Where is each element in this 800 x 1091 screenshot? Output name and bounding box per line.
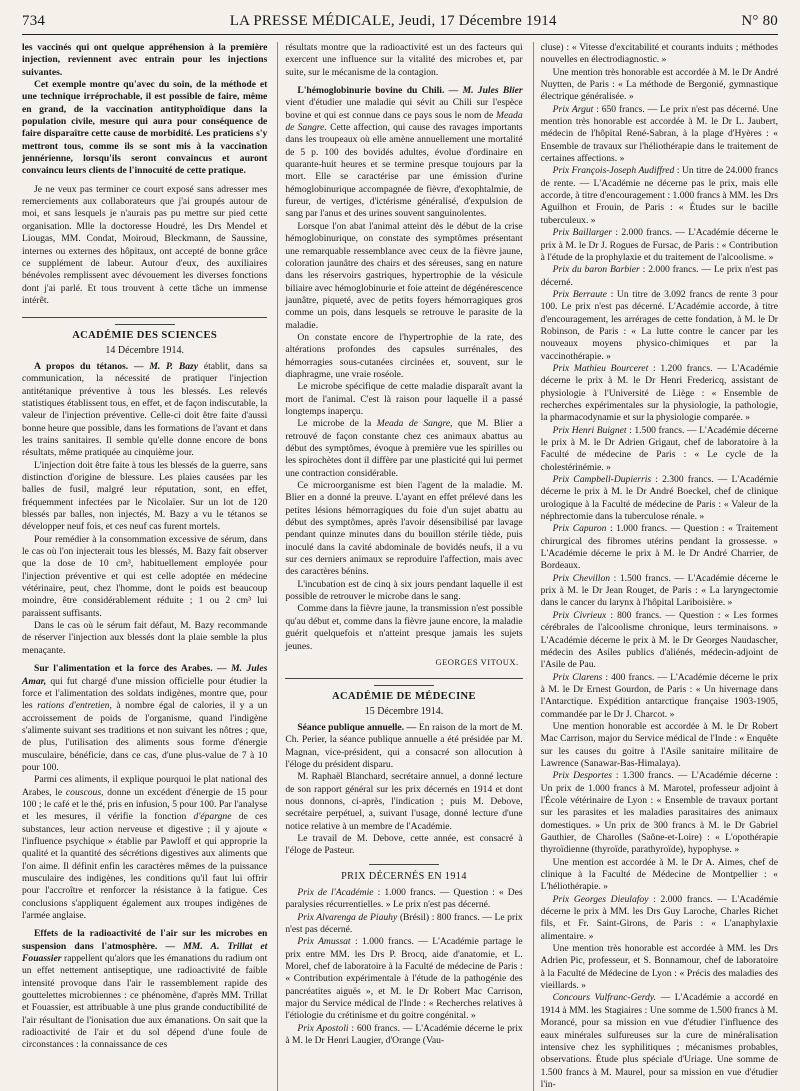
section-heading-academie-medecine: ACADÉMIE DE MÉDECINE [285,678,522,703]
prize-text: : 1.500 francs. — L'Académie décerne le prix à M. le Dr Adrien Grigaut, chef de laboratoire à la Faculté de médecine de Paris : « Le cycle de la cholestérinémie. » [540,424,778,473]
prize-text: : 2.000 francs. — L'Académie décerne le prix à M. le Dr J. Rogues de Fursac, de Paris : « Contribution à l'étude de la prophylaxie et du traitement de l'alcoolisme. » [540,227,778,263]
prize-entry [541,523,778,572]
subheading-prix: PRIX DÉCERNÉS EN 1914 [341,870,467,882]
prize-entry [541,227,778,264]
prize-entry [285,936,522,1022]
prize-text: : 1.000 francs. — Question : « Traitement chirurgical des fibromes utérins pendant la grossesse. » L'Académie décerne le prix à M. le Dr André Charrier, de Bordeaux. [540,523,778,572]
prize-entry [285,912,522,937]
prize-text: : 1.500 francs. — L'Académie décerne le prix à M. le Dr Jean Rouget, de Paris : « La laryngectomie dans le cancer du larynx à l'hôpital Lariboisière. » [540,572,778,609]
column-right [533,42,778,1091]
article-text: Le microbe de la [297,418,372,430]
article-tetanos [22,361,267,460]
paragraph: Pour remédier à la consommation excessive de sérum, dans le cas où l'on injecterait tous les blessés, M. Bazy fait observer que la dose de 10 cm³, habituellement employée pour l'injection préventive et qui est celle adoptée en médecine vétérinaire, peut, chez l'homme, dont le poids est beaucoup moindre, être considérablement réduite ; 1 ou 2 cm³ lui paraissent suffisants. [22,533,268,619]
article-text: que M. Blier a retrouvé de façon constante chez ces animaux abattus au début des symptômes, évoque à première vue les spirilles ou les spirochètes dont il diffère par une plasticité qui lui permet une contraction considérable. [285,418,523,479]
article-text: à nombre égal de calories, il y a un accroissement de poids de l'organisme, quand l'indigène s'alimente suivant ses traditions et non suivant les nôtres ; que, de plus, l'utilisation des aliments sous forme d'énergie musculaire, bénéficie, dans ce cas, d'une plus-value de 7 à 10 pour 100. [22,700,268,773]
prize-entry [541,264,778,289]
prize-text: : 2.300 francs. — L'Académie décerne le prix à M. le Dr André Boeckel, chef de clinique urologique à la Faculté de médecine de Paris : « Valeur de la néphrectomie dans la tuberculose rénale. » [540,474,778,523]
article-author: MM. A. Trillat et Fouassier [22,940,268,965]
paragraph [285,418,522,480]
article-radioactivite [22,928,267,1051]
prize-entry [541,104,778,166]
prize-name: Prix Georges Dieulafoy [552,893,649,905]
prize-name: Prix Civrieux [552,609,607,621]
prize-entry [541,474,778,523]
prize-name: Prix du baron Barbier [552,264,640,276]
italic-term: d'épargne [193,811,232,823]
section-date: 14 Décembre 1914. [105,344,184,356]
article-author: M. Jules Blier [462,85,523,97]
paragraph: Je ne veux pas terminer ce court exposé sans adresser mes remerciements aux collaborateurs que j'ai groupés autour de moi, et sans lesquels je n'aurais pas pu mettre sur pied cette organisation. Mlle la doctoresse Houdré, les Drs Mendel et Liougas, MM. Condat, Moiroud, Bleckmann, de Saussine, internes ou externes des hôpitaux, ont accepté de bonne grâce ce supplément de labeur. Autour d'eux, des auxiliaires bénévoles remplissent avec dévouement les diverses fonctions dont j'ai parlé. Et tous trouvent à cette tâche un immense intérêt. [22,183,268,306]
column-middle [277,42,522,1091]
paragraph: résultats montre que la radioactivité est un des facteurs qui exercent une influence sur la vitalité des microbes et, par suite, sur le mécanisme de la contagion. [285,42,523,78]
prize-name: Prix de l'Académie [297,887,374,898]
prize-name: Prix Clarens [552,671,603,683]
italic-term: couscous, [65,786,104,798]
prize-entry [541,425,778,474]
prize-text: : Un titre de 3.092 francs de rente 3 pour 100. Le prix n'est pas décerné. L'Académie accorde, à titre d'encouragement, les arrérages de cette fondation, à M. le Dr Robinson, de Paris : « La lutte contre le cancer par les nouveaux moyens physico-chimiques et par la vaccinothérapie. » [540,288,778,362]
prize-text: : Un titre de 24.000 francs de rente. — L'Académie ne décerne pas le prix, mais elle accorde, à titre d'encouragement : 1.000 francs à MM. les Drs Aguilhon et Frouin, de Paris : « Études sur le bacille tuberculeux. » [540,165,778,226]
article-text: Parmi ces aliments, il explique pourquoi le plat national des Arabes, le [22,774,268,798]
divider [369,864,439,865]
paragraph: cluse) : « Vitesse d'excitabilité et courants induits ; méthodes nouvelles en électrodiagnostic. » [540,42,778,66]
paragraph: M. Raphaël Blanchard, secrétaire annuel, a donné lecture de son rapport général sur les prix décernés en 1914 et dont nous donnons, ci-après, l'indication ; puis M. Debove, secrétaire perpétuel, a, suivant l'usage, donné lecture d'une notice relative à un membre de l'Académie. [285,771,523,832]
article-columns [22,42,778,1090]
prize-name: Prix Chevillon [552,572,611,584]
prize-name: Prix François-Joseph Audiffred [552,165,675,177]
prize-name: Prix Mathieu Bourceret [552,362,649,374]
paragraph: Lorsque l'on abat l'animal atteint dès le début de la crise hémoglobinurique, on constate des symptômes présentant une remarquable ressemblance avec ceux de la fièvre jaune, coloration jaunâtre des chairs et des séreuses, sang en nature dans les réservoirs gastriques, hypertrophie de la vésicule biliaire avec hémoglobinurie et foie atteint de dégénérescence jaunâtre, piqueté, avec de petits foyers hémorragiques gros comme un pois, dans lesquels se retrouve le parasite de la maladie. [285,220,523,331]
prize-text: : 600 francs. — L'Académie décerne le prix à M. le Dr Henri Laugier, d'Orange (Vau- [285,1022,523,1047]
section-heading-academie-sciences: ACADÉMIE DES SCIENCES [22,317,267,342]
prize-text: : 1.200 francs. — L'Académie décerne le prix à M. le Dr Henri Fredericq, assistant de physiologie à l'Université de Liège : « Ensemble de recherches expérimentales sur la physiologie, la pathologie, la pharmacodynamie et sur la physiologie comparée. » [540,362,778,424]
article-text: vient d'étudier une maladie qui sévit au Chili sur l'espèce bovine et qui est connue dans ce pays sous le nom de [285,97,523,121]
prize-text: — L'Académie a accordé en 1914 à MM. les Stagiaires : Une somme de 1.500 francs à M. Morancé, pour sa mission en vue d'étudier l'influence des eaux minérales sulfureuses sur la cure de minéralisation intensive chez les syphilitiques ; mécanismes probables, observations. Étude plus spéciale d'Uriage. Une somme de 1.500 francs à M. Maurel, pour sa mission en vue d'étudier l'in- [540,992,778,1090]
journal-title: LA PRESSE MÉDICALE, Jeudi, 17 Décembre 1914 [229,12,557,29]
paragraph: Ce microorganisme est bien l'agent de la maladie. M. Blier en a donné la preuve. L'ayant en effet prélevé dans les petites lésions hémorragiques du foie d'un sujet abattu au début des symptômes, après l'avoir désensibilisé par lavage pendant quinze minutes dans du bouillon stérile tiède, puis inoculé dans la cavité abdominale de bovidés neufs, il a vu sur ces derniers animaux se reproduire l'affection, mais avec des caractères bénins. [285,480,523,578]
prize-name: Prix Berraute [552,288,607,300]
prize-entry [285,887,522,912]
paragraph: Cet exemple montre qu'avec du soin, de la méthode et une technique irréprochable, il est possible de faire, même en grand, de la vaccination antityphoïdique dans la population civile, mesure qui aura pour conséquence de faire disparaître cette cause de morbidité. Les praticiens s'y mettront tous, comme ils se sont mis à la vaccination jennérienne, lorsqu'ils seront convaincus et auront convaincu leurs clients de l'innocuité de cette pratique. [22,79,268,177]
prize-entry [541,894,778,943]
page-header [22,8,778,35]
section-date: 15 Décembre 1914. [364,705,444,717]
article-seance [285,722,522,771]
paragraph: les vaccinés qui ont quelque appréhension à la première injection, reviennent avec entrain pour les injections suivantes. [22,42,268,78]
prize-entry [541,363,778,425]
paragraph: On constate encore de l'hypertrophie de la rate, des altérations profondes des capsules surrénales, des hémorragies sous-cutanées circinées et, souvent, sur le diaphragme, une vraie roséole. [285,331,523,380]
prize-entry [541,672,778,721]
prize-name: Prix Campbell-Dupierris [552,474,652,486]
paragraph: Le microbe spécifique de cette maladie disparaît avant la mort de l'animal. C'est là raison pour laquelle il a passé longtemps inaperçu. [285,381,523,417]
article-author: M. Jules Amar, [22,663,268,687]
prize-name: Prix Henri Buignet [552,424,627,436]
paragraph: Une mention est accordée à M. le Dr A. Aimes, chef de clinique à la Faculté de Médecine de Montpellier : « L'héliothérapie. » [540,856,778,893]
prize-entry [541,289,778,363]
article-title: Séance publique annuelle. — [297,721,417,733]
prize-text: : 1.000 francs. — L'Académie partage le prix entre MM. les Drs P. Brocq, aide d'anatomie, et L. Morel, chef de laboratoire à la Faculté de médecine de Paris : « Contribution expérimentale à l'étude de la pathogénie des pancréatites aiguës », et M. le Dr Robert Mac Carrison, major du Service médical de l'Inde : « Recherches relatives à l'étiologie du crétinisme et du goitre congénital. » [285,936,523,1022]
prize-text: : 650 francs. — Le prix n'est pas décerné. Une mention très honorable est accordée à M. le Dr L. Jaubert, médecin de l'hôpital René-Sabran, à la plage d'Hyères : « Ensemble de travaux sur l'héliothérapie dans le traitement de certaines affections. » [540,103,778,165]
paragraph: L'incubation est de cinq à six jours pendant laquelle il est possible de retrouver le microbe dans le sang. [285,578,523,603]
prize-entry [541,992,778,1091]
prize-entry [541,610,778,672]
prize-name: Concours Vulfranc-Gerdy. [552,992,657,1004]
italic-term: rations d'entretien, [37,700,112,712]
paragraph [22,774,267,922]
article-text: En raison de la mort de M. Ch. Perier, la séance publique annuelle a été présidée par M. Magnan, vice-président, qui a consacré son allocution à l'éloge du président disparu. [285,721,523,770]
prize-entry [541,573,778,610]
article-text: établit, dans sa communication, la nécessité de pratiquer l'injection antitétanique préventive à tous les blessés. Les relevés statistiques établissent tous, en effet, et de façon indiscutable, la valeur de l'injection préventive. Celle-ci doit être faite d'aussi bonne heure que possible, dans les formations de l'avant et dans les trains sanitaires. Il semble qu'elle donne encore de bons résultats, même pratiquée au cinquième jour. [22,360,268,459]
prize-text: : 2.000 francs. — L'Académie décerne le prix à MM. les Drs Guy Laroche, Charles Richet fils, et Fr. Saint-Girons, de Paris : « L'anaphylaxie alimentaire. » [540,893,778,942]
paragraph: L'injection doit être faite à tous les blessés de la guerre, sans distinction d'origine de blessure. Les plaies causées par les balles de fusil, malgré leur réputation, sont, en effet, fréquemment infectées par le Nicolaïer. Sur un lot de 120 blessés par balles, non injectés, M. Bazy a vu le tétanos se développer neuf fois, et ces neuf cas furent mortels. [22,459,268,533]
prize-name: Prix Apostoli [297,1022,349,1034]
paragraph: Le travail de M. Debove, cette année, est consacré à l'éloge de Pasteur. [285,832,523,857]
prize-text: : 1.300 francs. — L'Académie décerne : Un prix de 1.000 francs à M. Marotel, professeur adjoint à l'École vétérinaire de Lyon : « Ensemble de travaux portant sur les parasites et les maladies parasitaires des animaux domestiques. » Un prix de 300 francs à M. le Dr Gabriel Gauthier, de Charolles (Saône-et-Loire) : « L'opothérapie thyroïdienne (thyroïde, parathyroïde), hypophyse. » [540,770,778,856]
prize-entry [541,165,778,227]
paragraph: Comme dans la fièvre jaune, la transmission n'est possible qu'au début et, comme dans la fièvre jaune encore, la maladie guérit quelquefois et n'atteint presque jamais les sujets jeunes. [285,603,523,652]
prize-name: Prix Alvarenga de Piauhy [297,911,398,923]
prize-name: Prix Amussat [297,936,351,948]
prize-name: Prix Capuron [552,523,607,535]
prize-text: : 400 francs. — L'Académie décerne le prix à M. le Dr Ernest Gourdon, de Paris : « Un hivernage dans l'Antarctique. Expédition antarctique française 1903-1905, commandée par le Dr J. Charcot. » [540,671,778,720]
paragraph: Une mention très honorable est accordée à MM. les Drs Adrien Pic, professeur, et S. Bonnamour, chef de laboratoire à la Faculté de Médecine de Lyon : « Précis des maladies des vieillards. » [540,943,778,992]
article-title: A propos du tétanos. — [34,360,144,372]
article-arabes [22,663,267,774]
article-author: M. P. Bazy [149,360,199,372]
issue-number: N° 80 [741,12,778,29]
column-left [22,42,267,1091]
page-number: 734 [22,12,46,29]
paragraph: Une mention honorable est accordée à M. le Dr Robert Mac Carrison, major du Service médical de l'Inde : « Enquête sur les causes du goitre à l'Asile sanitaire militaire de Lawrence (Sanawar-Bas-Himalaya). [540,720,778,769]
article-title: Effets de la radioactivité de l'air sur les microbes en suspension dans l'atmosphère. — [22,928,268,952]
article-title: Sur l'alimentation et la force des Arabes. — [34,663,227,675]
article-text: rappellent qu'alors que les émanations du radium ont un effet nettement antiseptique, une radioactivité de faible intensité provoque dans l'air le rassemblement rapide des gouttelettes microbiennes : ce phénomène, d'après MM. Trillat et Fouassier, est attribuable à une plus grande conductibilité de l'air résultant de l'ionisation due aux émanations. On sait que la radioactivité de l'air et du sol dépend d'une foule de circonstances : la connaissance de ces [22,953,268,1051]
article-text: de ces substances, leur action nerveuse et digestive ; il y ajoute « l'influence psychique » établie par Pawloff et qui approprie la qualité et la quantité des sécrétions digestives aux aliments que l'on aime. Il définit enfin les caractères mêmes de la puissance musculaire des indigènes, les conditions qu'il faut lui offrir pour l'accroître et renforcer la résistance à la fatigue. Ces conclusions s'appliquent également aux troupes indigènes de l'armée anglaise. [22,811,268,922]
article-text: Cette affection, qui cause des ravages importants dans les troupeaux où elle amène annuellement une mortalité de 5 p. 100 des bovidés adultes, évolue d'ordinaire en quarante-huit heures et se termine presque toujours par la mort. Elle se caractérise par une émission d'urine hémoglobinurique accompagnée de fièvre, d'exophtalmie, de fureur, de vertiges, d'ictérisme généralisé, d'expulsion de sang par l'anus et des urines souvent sanguinolentes. [285,122,523,220]
article-hemoglobinurie [285,85,522,221]
prize-entry [285,1023,522,1048]
article-text: donne un excédent d'énergie de 15 pour 100 ; le café et le thé, pris en infusion, 5 pour 100. Par l'analyse et les mesures, il vérifie la fonction [22,786,268,823]
prize-name: Prix Argut [552,103,594,115]
prize-entry [541,770,778,856]
paragraph: Une mention très honorable est accordée à M. le Dr André Nuytten, de Paris : « La méthode de Bergonié, gymnastique électrique généralisée. » [540,66,778,103]
prize-text: : 1.000 francs. — Question : « Des paralysies récurrentielles. » Le prix n'est pas décerné. [285,887,523,911]
prize-name: Prix Desportes [552,770,612,782]
author-signature: GEORGES VITOUX. [435,656,519,667]
italic-term: Meada de Sangre, [376,418,453,430]
prize-text: : 800 francs. — Question : « Les formes cérébrales de l'alcoolisme chronique, leurs terminaisons. » L'Académie décerne le prix à M. le Dr Georges Naudascher, médecin des Asiles publics d'aliénés, médecin-adjoint de l'Asile de Pau. [540,609,778,671]
article-text: qui fut chargé d'une mission officielle pour étudier la force et l'alimentation des soldats indigènes, montre que, pour les [22,675,268,712]
article-title: L'hémoglobinurie bovine du Chili. — [297,85,459,97]
italic-term: Meada de Sangre. [285,109,523,134]
prize-text: (Brésil) : 800 francs. — Le prix n'est pas décerné. [285,911,523,936]
prize-text: : 2.000 francs. — Le prix n'est pas décerné. [540,264,778,288]
prize-name: Prix Baillarger [552,227,613,239]
paragraph: Dans le cas où le sérum fait défaut, M. Bazy recommande de réserver l'injection aux blessés dont la plaie semble la plus menaçante. [22,620,268,656]
